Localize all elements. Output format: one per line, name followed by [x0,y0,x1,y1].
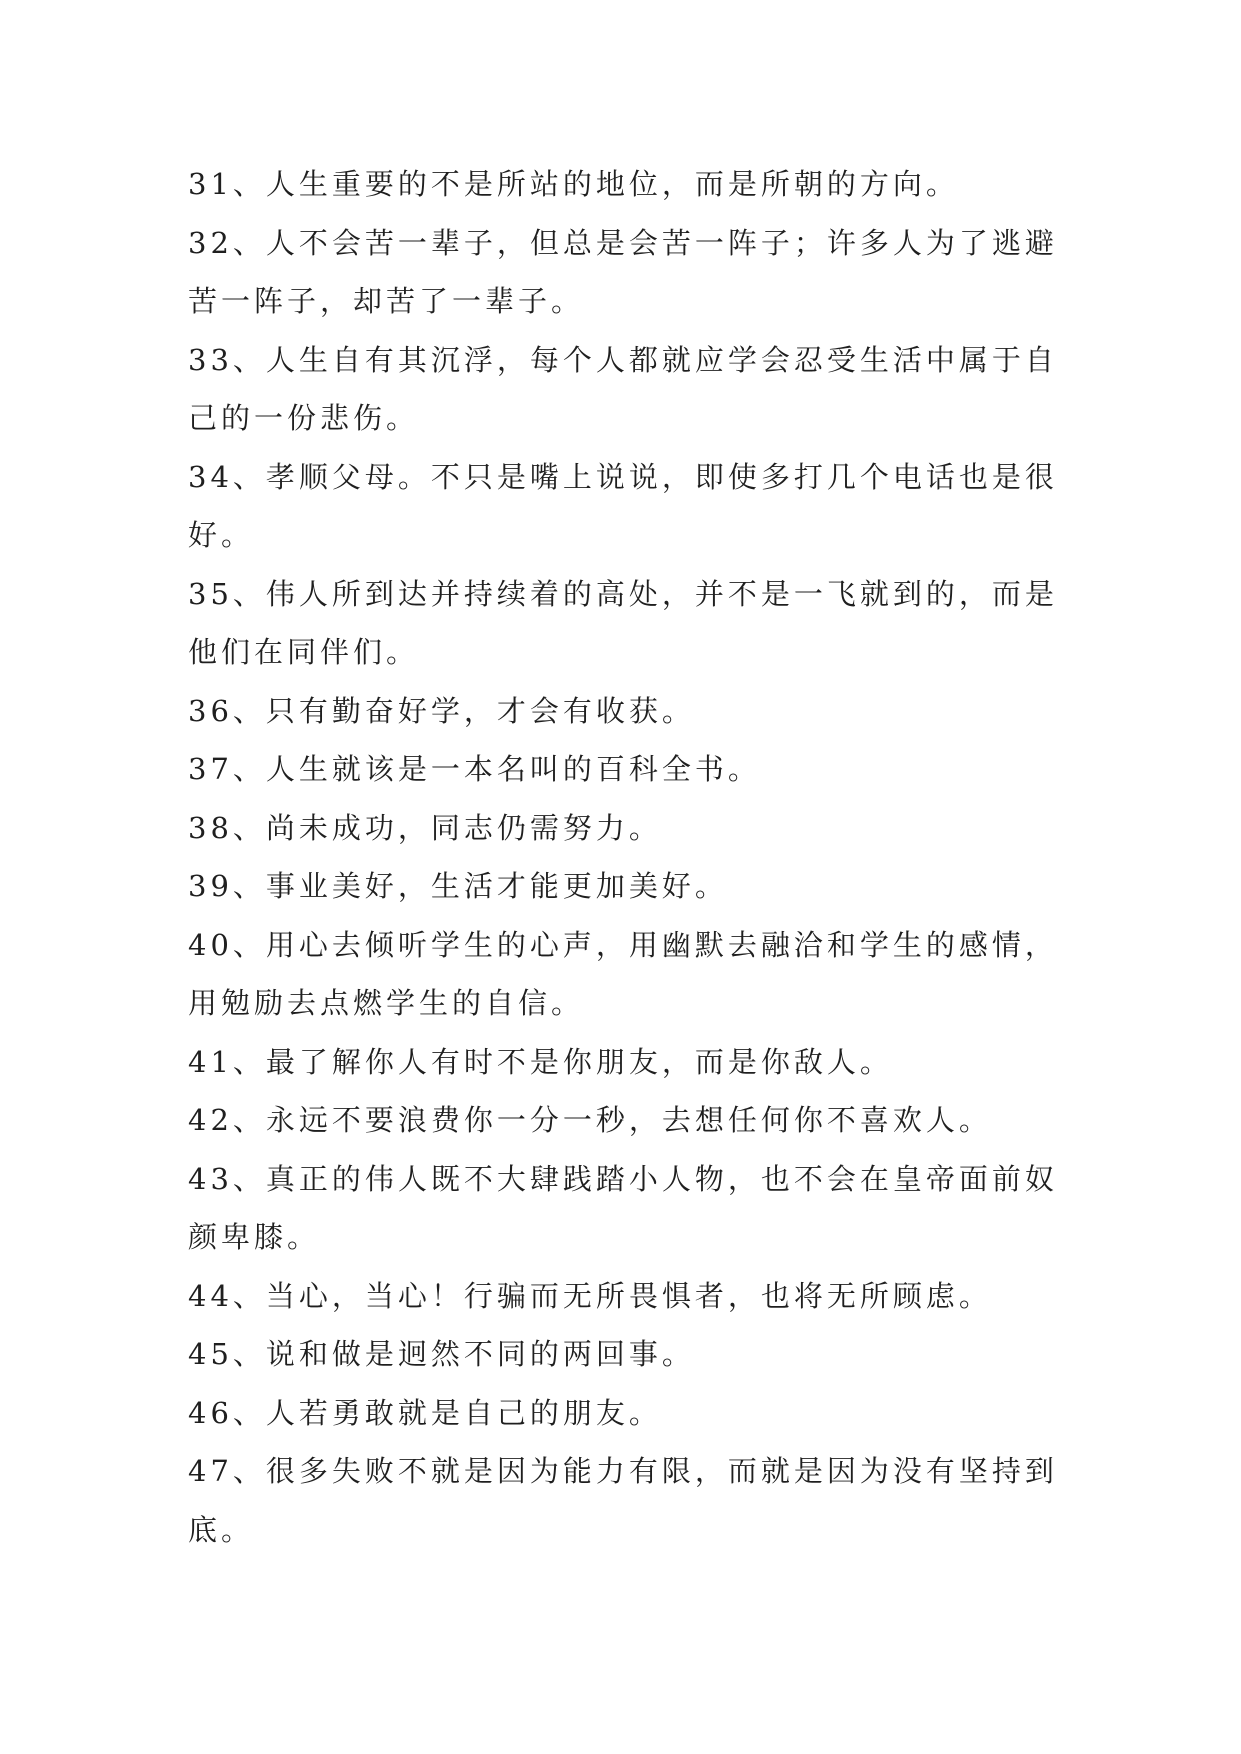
text-line: 好。 [188,518,255,552]
text-line: 31、人生重要的不是所站的地位，而是所朝的方向。 [188,167,959,201]
text-line: 42、永远不要浪费你一分一秒，去想任何你不喜欢人。 [188,1103,992,1137]
text-line: 39、事业美好，生活才能更加美好。 [188,869,728,903]
text-line: 46、人若勇敢就是自己的朋友。 [188,1395,662,1430]
text-line: 34、孝顺父母。不只是嘴上说说，即使多打几个电话也是很 [188,459,1058,494]
text-line: 用勉励去点燃学生的自信。 [188,986,585,1020]
text-line: 47、很多失败不就是因为能力有限，而就是因为没有坚持到 [188,1454,1058,1488]
text-line: 45、说和做是迥然不同的两回事。 [188,1337,695,1371]
text-line: 41、最了解你人有时不是你朋友，而是你敌人。 [188,1044,893,1079]
text-line: 他们在同伴们。 [188,635,420,669]
text-line: 苦一阵子，却苦了一辈子。 [188,284,585,318]
text-line: 44、当心，当心！行骗而无所畏惧者，也将无所顾虑。 [188,1278,992,1313]
text-line: 37、人生就该是一本名叫的百科全书。 [188,752,761,786]
text-line: 38、尚未成功，同志仍需努力。 [188,810,662,845]
text-line: 36、只有勤奋好学，才会有收获。 [188,693,695,728]
text-line: 32、人不会苦一辈子，但总是会苦一阵子；许多人为了逃避 [188,225,1058,260]
text-line: 颜卑膝。 [188,1220,321,1254]
text-line: 40、用心去倾听学生的心声，用幽默去融洽和学生的感情， [188,927,1058,962]
document-body [188,155,1068,1559]
text-line: 底。 [188,1512,255,1547]
text-line: 33、人生自有其沉浮，每个人都就应学会忍受生活中属于自 [188,342,1058,377]
text-line: 35、伟人所到达并持续着的高处，并不是一飞就到的，而是 [188,576,1058,611]
text-line: 己的一份悲伤。 [188,401,420,435]
text-line: 43、真正的伟人既不大肆践踏小人物，也不会在皇帝面前奴 [188,1161,1058,1196]
